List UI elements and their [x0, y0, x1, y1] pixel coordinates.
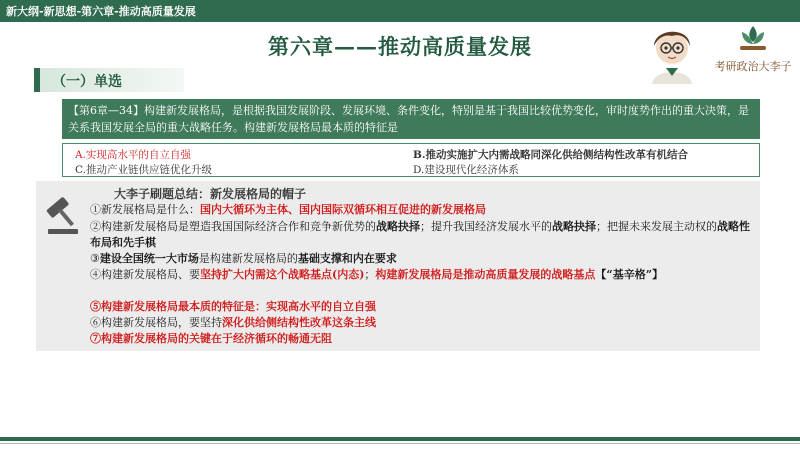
- summary-point-2: [90, 219, 750, 250]
- brand-logo: [712, 22, 794, 82]
- point-highlight: 深化供给侧结构性改革这条主线: [222, 316, 376, 329]
- point-bold: 建设全国统一大市场: [99, 252, 199, 265]
- point-number: ②: [90, 220, 101, 233]
- page-title: 第六章——推动高质量发展: [268, 34, 532, 59]
- point-text: ；: [364, 268, 376, 281]
- section-label: （一）单选: [52, 74, 122, 90]
- option-c[interactable]: C.推动产业链供应链优化升级: [75, 164, 212, 176]
- point-highlight: 构建新发展格局的关键在于经济循环的畅通无阻: [101, 332, 332, 345]
- point-bold: 战略抉择: [376, 220, 420, 233]
- point-highlight: 构建新发展格局是推动高质量发展的战略基点: [375, 268, 596, 281]
- option-a[interactable]: A.实现高水平的自立自强: [75, 149, 191, 161]
- summary-point-4: [90, 267, 750, 283]
- point-text: 新发展格局是什么：: [101, 203, 200, 216]
- options-box: [62, 143, 760, 177]
- summary-point-1: [90, 202, 750, 218]
- question-box: 【第6章—34】构建新发展格局，是根据我国发展阶段、发展环境、条件变化，特别是基于我国比较优势变化，审时度势作出的重大决策，是关系我国发展全局的重大战略任务。构建新发展格局最本质的特征是: [62, 99, 760, 139]
- point-bold: 基础支撑和内在要求: [297, 252, 397, 265]
- point-bold: 战略性布局和先手棋: [90, 220, 750, 249]
- summary-point-5: [90, 299, 750, 315]
- section-accent-bar: [34, 68, 40, 92]
- point-text: 构建新发展格局，要坚持: [101, 316, 222, 329]
- gavel-icon: [44, 193, 86, 237]
- option-b[interactable]: B.推动实施扩大内需战略同深化供给侧结构性改革有机结合: [413, 149, 689, 161]
- point-number: ①: [90, 203, 101, 216]
- summary-point-3: [90, 251, 750, 267]
- point-highlight: 坚持扩大内需这个战略基点(内态): [200, 268, 365, 281]
- point-number: ④: [90, 268, 101, 281]
- point-number: ⑤: [90, 300, 101, 313]
- point-highlight: 国内大循环为主体、国内国际双循环相互促进的新发展格局: [200, 203, 486, 216]
- breadcrumb: 新大纲-新思想-第六章-推动高质量发展: [6, 5, 196, 18]
- summary-point-7: [90, 331, 750, 347]
- avatar: [640, 20, 704, 84]
- summary-panel: [36, 181, 760, 351]
- point-text: 构建新发展格局、要: [101, 268, 200, 281]
- point-number: ⑦: [90, 332, 101, 345]
- point-text: ；提升我国经济发展水平的: [420, 220, 552, 233]
- section-tag: [34, 68, 184, 92]
- point-highlight: 构建新发展格局最本质的特征是：实现高水平的自立自强: [101, 300, 376, 313]
- point-bold: 战略抉择: [552, 220, 596, 233]
- top-banner: [0, 0, 800, 22]
- summary-title: 大李子刷题总结：新发展格局的帽子: [114, 187, 307, 201]
- point-number: ⑥: [90, 316, 101, 329]
- summary-point-6: [90, 315, 750, 331]
- brand-text: 考研政治大李子: [714, 60, 792, 73]
- footer-line: [0, 443, 800, 444]
- point-number: ③: [90, 252, 100, 265]
- point-text: ；把握未来发展主动权的: [596, 220, 717, 233]
- point-text: 构建新发展格局是塑造我国国际经济合作和竞争新优势的: [101, 220, 376, 233]
- footer-bar: [0, 437, 800, 441]
- option-d[interactable]: D.建设现代化经济体系: [413, 164, 519, 176]
- point-bold: 【“基辛格”】: [595, 268, 664, 281]
- point-text: 是构建新发展格局的: [198, 252, 298, 265]
